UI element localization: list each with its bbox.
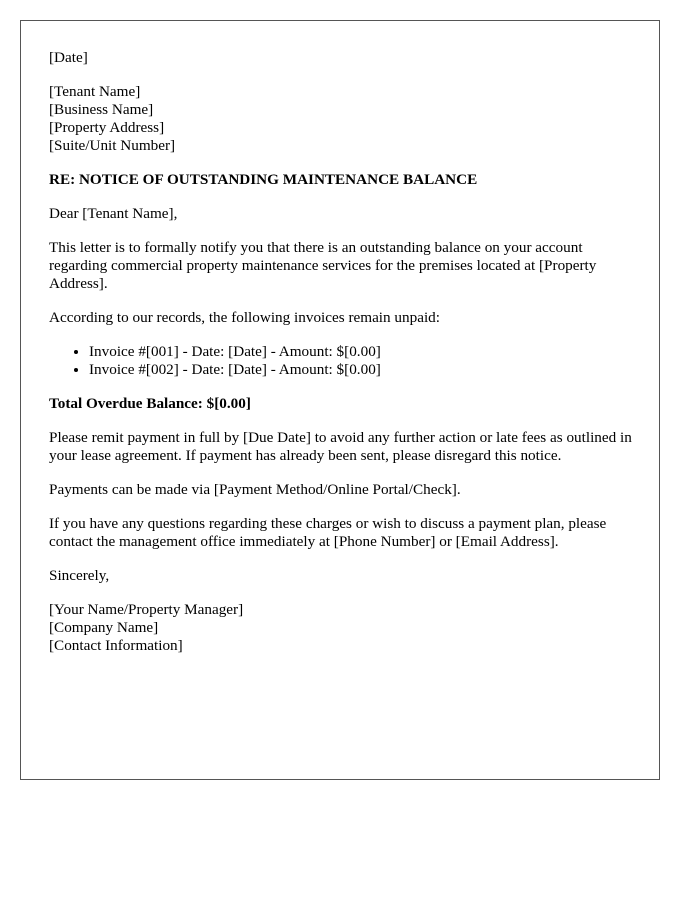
letter-closing: Sincerely, — [49, 567, 110, 584]
recipient-block — [49, 83, 641, 155]
recipient-business-name: [Business Name] — [49, 101, 154, 118]
invoice-list — [49, 343, 641, 379]
remit-paragraph: Please remit payment in full by [Due Date] to avoid any further action or late fees as outlined in your lease agreement. If payment has already been sent, please disregard this notice. — [49, 429, 632, 464]
recipient-tenant-name: [Tenant Name] — [49, 83, 141, 100]
letter-salutation: Dear [Tenant Name], — [49, 205, 178, 222]
letter-subject: RE: NOTICE OF OUTSTANDING MAINTENANCE BALANCE — [49, 171, 478, 188]
payment-methods-paragraph: Payments can be made via [Payment Method/Online Portal/Check]. — [49, 481, 461, 498]
signature-contact: [Contact Information] — [49, 637, 183, 654]
questions-paragraph: If you have any questions regarding these charges or wish to discuss a payment plan, please contact the management office immediately at [Phone Number] or [Email Address]. — [49, 515, 607, 550]
invoice-item: • Invoice #[001] - Date: [Date] - Amount: $[0.00] — [89, 343, 641, 361]
letter-page — [20, 20, 660, 780]
signature-block — [49, 601, 641, 655]
recipient-suite: [Suite/Unit Number] — [49, 137, 176, 154]
letter-body — [49, 49, 641, 671]
signature-name: [Your Name/Property Manager] — [49, 601, 244, 618]
letter-date: [Date] — [49, 49, 88, 66]
total-overdue-balance: Total Overdue Balance: $[0.00] — [49, 395, 251, 412]
signature-company: [Company Name] — [49, 619, 159, 636]
records-intro-paragraph: According to our records, the following invoices remain unpaid: — [49, 309, 440, 326]
intro-paragraph: This letter is to formally notify you that there is an outstanding balance on your account regarding commercial property maintenance services for the premises located at [Property Address]. — [49, 239, 597, 292]
recipient-property-address: [Property Address] — [49, 119, 165, 136]
invoice-item: • Invoice #[002] - Date: [Date] - Amount: $[0.00] — [89, 361, 641, 379]
